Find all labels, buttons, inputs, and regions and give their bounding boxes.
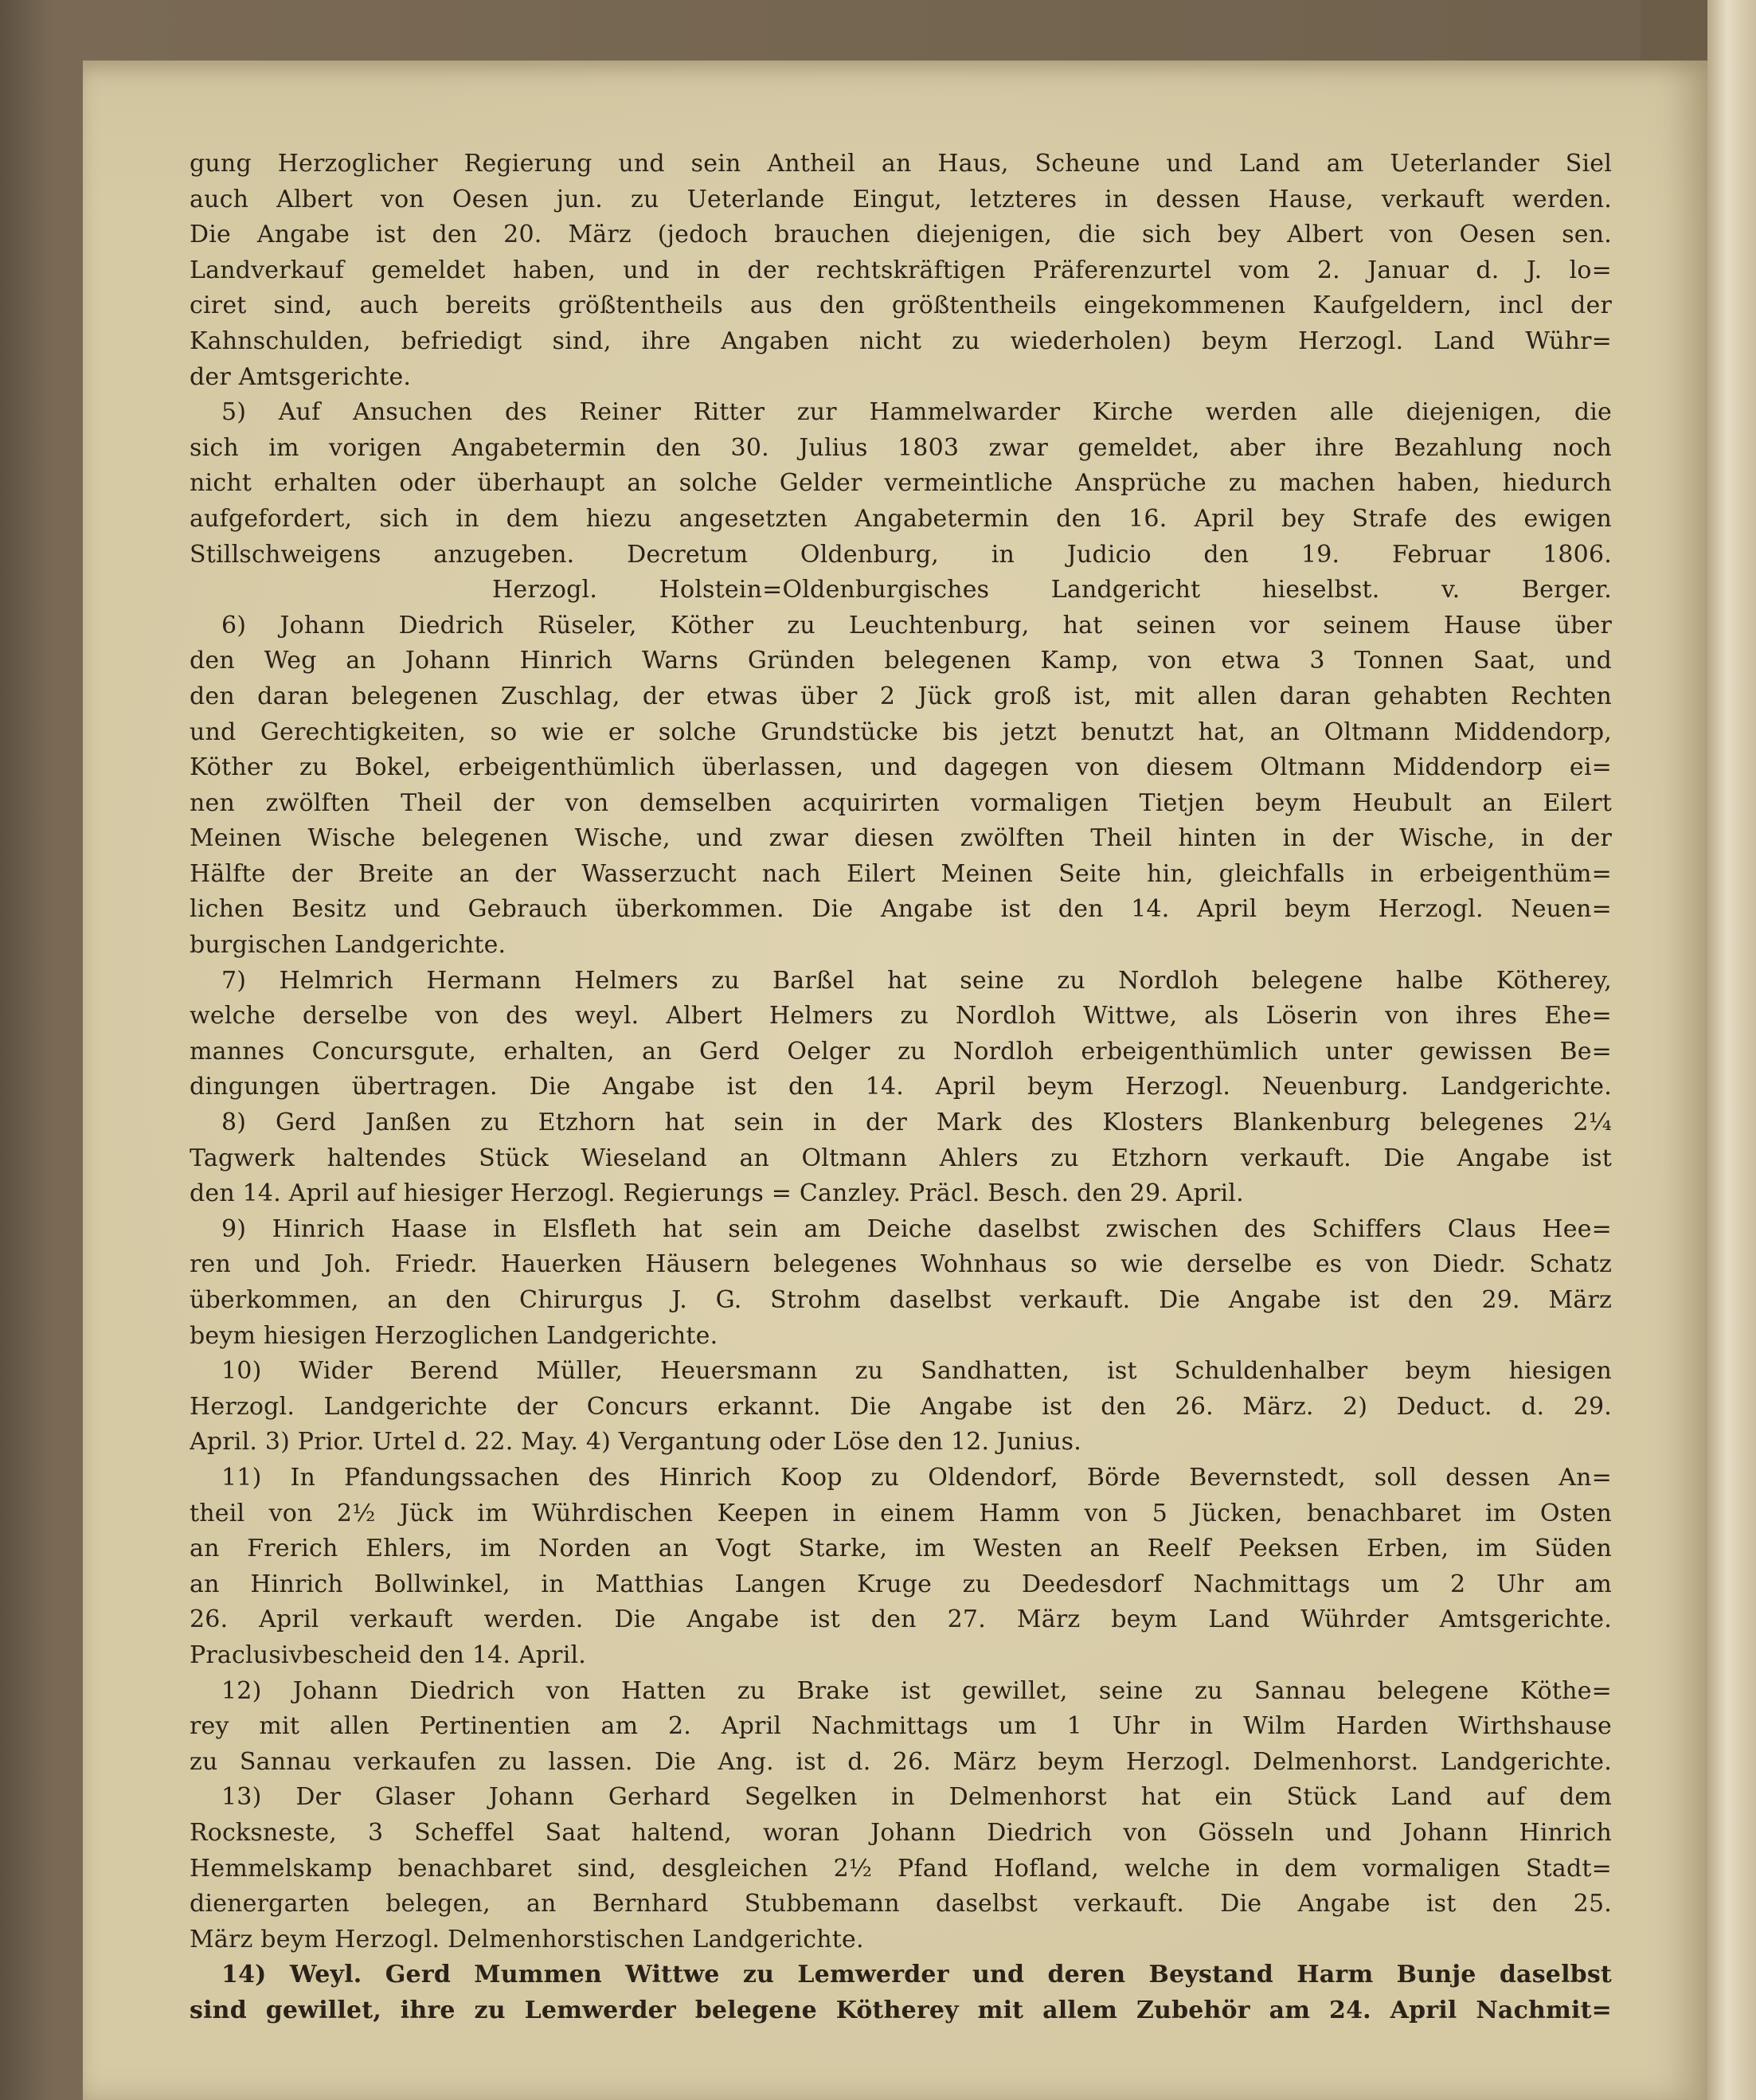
text-line: welche derselbe von des weyl. Albert Helmers zu Nordloh Wittwe, als Löserin von ihres Ehe= bbox=[190, 1002, 1612, 1030]
text-line: Die Angabe ist den 20. März (jedoch brauchen diejenigen, die sich bey Albert von Oesen sen. bbox=[190, 221, 1612, 249]
text-line: März beym Herzogl. Delmenhorstischen Landgerichte. bbox=[190, 1925, 864, 1953]
text-line: 26. April verkauft werden. Die Angabe ist den 27. März beym Land Wührder Amtsgerichte. bbox=[190, 1605, 1612, 1634]
text-line: an Hinrich Bollwinkel, in Matthias Langen Kruge zu Deedesdorf Nachmittags um 2 Uhr am bbox=[190, 1570, 1612, 1598]
text-line: den Weg an Johann Hinrich Warns Gründen belegenen Kamp, von etwa 3 Tonnen Saat, und bbox=[190, 647, 1612, 675]
paragraph-start: 10) Wider Berend Müller, Heuersmann zu Sandhatten, ist Schuldenhalber beym hiesigen bbox=[221, 1357, 1612, 1386]
text-line: auch Albert von Oesen jun. zu Ueterlande Eingut, letzteres in dessen Hause, verkauft werden. bbox=[190, 185, 1612, 213]
text-line: Köther zu Bokel, erbeigenthümlich überlassen, und dagegen von diesem Oltmann Middendorp ei= bbox=[190, 753, 1612, 782]
paragraph-start: 9) Hinrich Haase in Elsfleth hat sein am Deiche daselbst zwischen des Schiffers Claus Hee= bbox=[221, 1214, 1612, 1243]
text-line: an Frerich Ehlers, im Norden an Vogt Starke, im Westen an Reelf Peeksen Erben, im Süden bbox=[190, 1535, 1612, 1563]
text-line: Stillschweigens anzugeben. Decretum Oldenburg, in Judicio den 19. Februar 1806. bbox=[190, 540, 1612, 569]
paragraph-start: 11) In Pfandungssachen des Hinrich Koop zu Oldendorf, Börde Bevernstedt, soll dessen An= bbox=[221, 1463, 1612, 1492]
text-line: nen zwölften Theil der von demselben acquirirten vormaligen Tietjen beym Heubult an Eilert bbox=[190, 788, 1612, 817]
text-line: April. 3) Prior. Urtel d. 22. May. 4) Vergantung oder Löse den 12. Junius. bbox=[190, 1428, 1081, 1457]
text-line: aufgefordert, sich in dem hiezu angesetzten Angabetermin den 16. April bey Strafe des ewigen bbox=[190, 504, 1612, 533]
text-line: theil von 2½ Jück im Wührdischen Keepen in einem Hamm von 5 Jücken, benachbaret im Osten bbox=[190, 1499, 1612, 1527]
book-gutter bbox=[1707, 0, 1756, 2100]
text-line: rey mit allen Pertinentien am 2. April Nachmittags um 1 Uhr in Wilm Harden Wirthshause bbox=[190, 1712, 1612, 1741]
text-line: lichen Besitz und Gebrauch überkommen. Die Angabe ist den 14. April beym Herzogl. Neuen= bbox=[190, 895, 1612, 924]
text-line: Kahnschulden, befriedigt sind, ihre Angaben nicht zu wiederholen) beym Herzogl. Land Wühr= bbox=[190, 327, 1612, 355]
text-line: Herzogl. Landgerichte der Concurs erkannt. Die Angabe ist den 26. März. 2) Deduct. d. 29. bbox=[190, 1392, 1612, 1421]
text-line: Praclusivbescheid den 14. April. bbox=[190, 1641, 587, 1669]
text-line: mannes Concursgute, erhalten, an Gerd Oelger zu Nordloh erbeigenthümlich unter gewissen Be= bbox=[190, 1037, 1612, 1066]
paragraph-start: 6) Johann Diedrich Rüseler, Köther zu Leuchtenburg, hat seinen vor seinem Hause über bbox=[221, 611, 1612, 639]
text-line: den 14. April auf hiesiger Herzogl. Regierungs = Canzley. Präcl. Besch. den 29. April. bbox=[190, 1179, 1244, 1208]
text-line: ren und Joh. Friedr. Hauerken Häusern belegenes Wohnhaus so wie derselbe es von Diedr. Schatz bbox=[190, 1250, 1612, 1279]
text-line: der Amtsgerichte. bbox=[190, 362, 412, 391]
text-line: sind gewillet, ihre zu Lemwerder belegene Kötherey mit allem Zubehör am 24. April Nachmit= bbox=[190, 1996, 1612, 2024]
text-line: Hemmelskamp benachbaret sind, desgleichen 2½ Pfand Hofland, welche in dem vormaligen Stadt= bbox=[190, 1854, 1612, 1883]
text-line: Rocksneste, 3 Scheffel Saat haltend, woran Johann Diedrich von Gösseln und Johann Hinrich bbox=[190, 1818, 1612, 1847]
paragraph-start: 14) Weyl. Gerd Mummen Wittwe zu Lemwerder und deren Beystand Harm Bunje daselbst bbox=[221, 1961, 1612, 1989]
text-line: Tagwerk haltendes Stück Wieseland an Oltmann Ahlers zu Etzhorn verkauft. Die Angabe ist bbox=[190, 1144, 1612, 1172]
paragraph-start: 7) Helmrich Hermann Helmers zu Barßel hat seine zu Nordloh belegene halbe Kötherey, bbox=[221, 966, 1612, 995]
text-line: den daran belegenen Zuschlag, der etwas über 2 Jück groß ist, mit allen daran gehabten Rechten bbox=[190, 682, 1612, 710]
text-line: Meinen Wische belegenen Wische, und zwar diesen zwölften Theil hinten in der Wische, in der bbox=[190, 824, 1612, 853]
text-line: burgischen Landgerichte. bbox=[190, 931, 506, 960]
text-line: sich im vorigen Angabetermin den 30. Julius 1803 zwar gemeldet, aber ihre Bezahlung noch bbox=[190, 433, 1612, 462]
paragraph-start: 8) Gerd Janßen zu Etzhorn hat sein in der Mark des Klosters Blankenburg belegenes 2¼ bbox=[221, 1109, 1612, 1137]
document-text bbox=[190, 147, 1612, 2028]
text-line: Hälfte der Breite an der Wasserzucht nach Eilert Meinen Seite hin, gleichfalls in erbeigenthüm= bbox=[190, 859, 1612, 888]
text-line: ciret sind, auch bereits größtentheils aus den größtentheils eingekommenen Kaufgeldern, incl der bbox=[190, 291, 1612, 320]
text-line: und Gerechtigkeiten, so wie er solche Grundstücke bis jetzt benutzt hat, an Oltmann Middendorp, bbox=[190, 718, 1612, 746]
paragraph-start: 12) Johann Diedrich von Hatten zu Brake ist gewillet, seine zu Sannau belegene Köthe= bbox=[221, 1676, 1612, 1705]
text-line: nicht erhalten oder überhaupt an solche Gelder vermeintliche Ansprüche zu machen haben, hiedurch bbox=[190, 469, 1612, 498]
text-line: dienergarten belegen, an Bernhard Stubbemann daselbst verkauft. Die Angabe ist den 25. bbox=[190, 1890, 1612, 1918]
paragraph-start: 5) Auf Ansuchen des Reiner Ritter zur Hammelwarder Kirche werden alle diejenigen, die bbox=[221, 398, 1612, 427]
text-line: Landverkauf gemeldet haben, und in der rechtskräftigen Präferenzurtel vom 2. Januar d. J. lo= bbox=[190, 256, 1612, 284]
text-line: überkommen, an den Chirurgus J. G. Strohm daselbst verkauft. Die Angabe ist den 29. März bbox=[190, 1286, 1612, 1314]
paragraph-start: 13) Der Glaser Johann Gerhard Segelken in Delmenhorst hat ein Stück Land auf dem bbox=[221, 1783, 1612, 1812]
text-line: beym hiesigen Herzoglichen Landgerichte. bbox=[190, 1321, 718, 1350]
text-line: dingungen übertragen. Die Angabe ist den 14. April beym Herzogl. Neuenburg. Landgerichte. bbox=[190, 1073, 1612, 1101]
text-line: zu Sannau verkaufen zu lassen. Die Ang. ist d. 26. März beym Herzogl. Delmenhorst. Landgerichte. bbox=[190, 1747, 1612, 1776]
text-line: gung Herzoglicher Regierung und sein Antheil an Haus, Scheune und Land am Ueterlander Siel bbox=[190, 150, 1612, 178]
signature-line: Herzogl. Holstein=Oldenburgisches Landgericht hieselbst. v. Berger. bbox=[492, 576, 1612, 604]
